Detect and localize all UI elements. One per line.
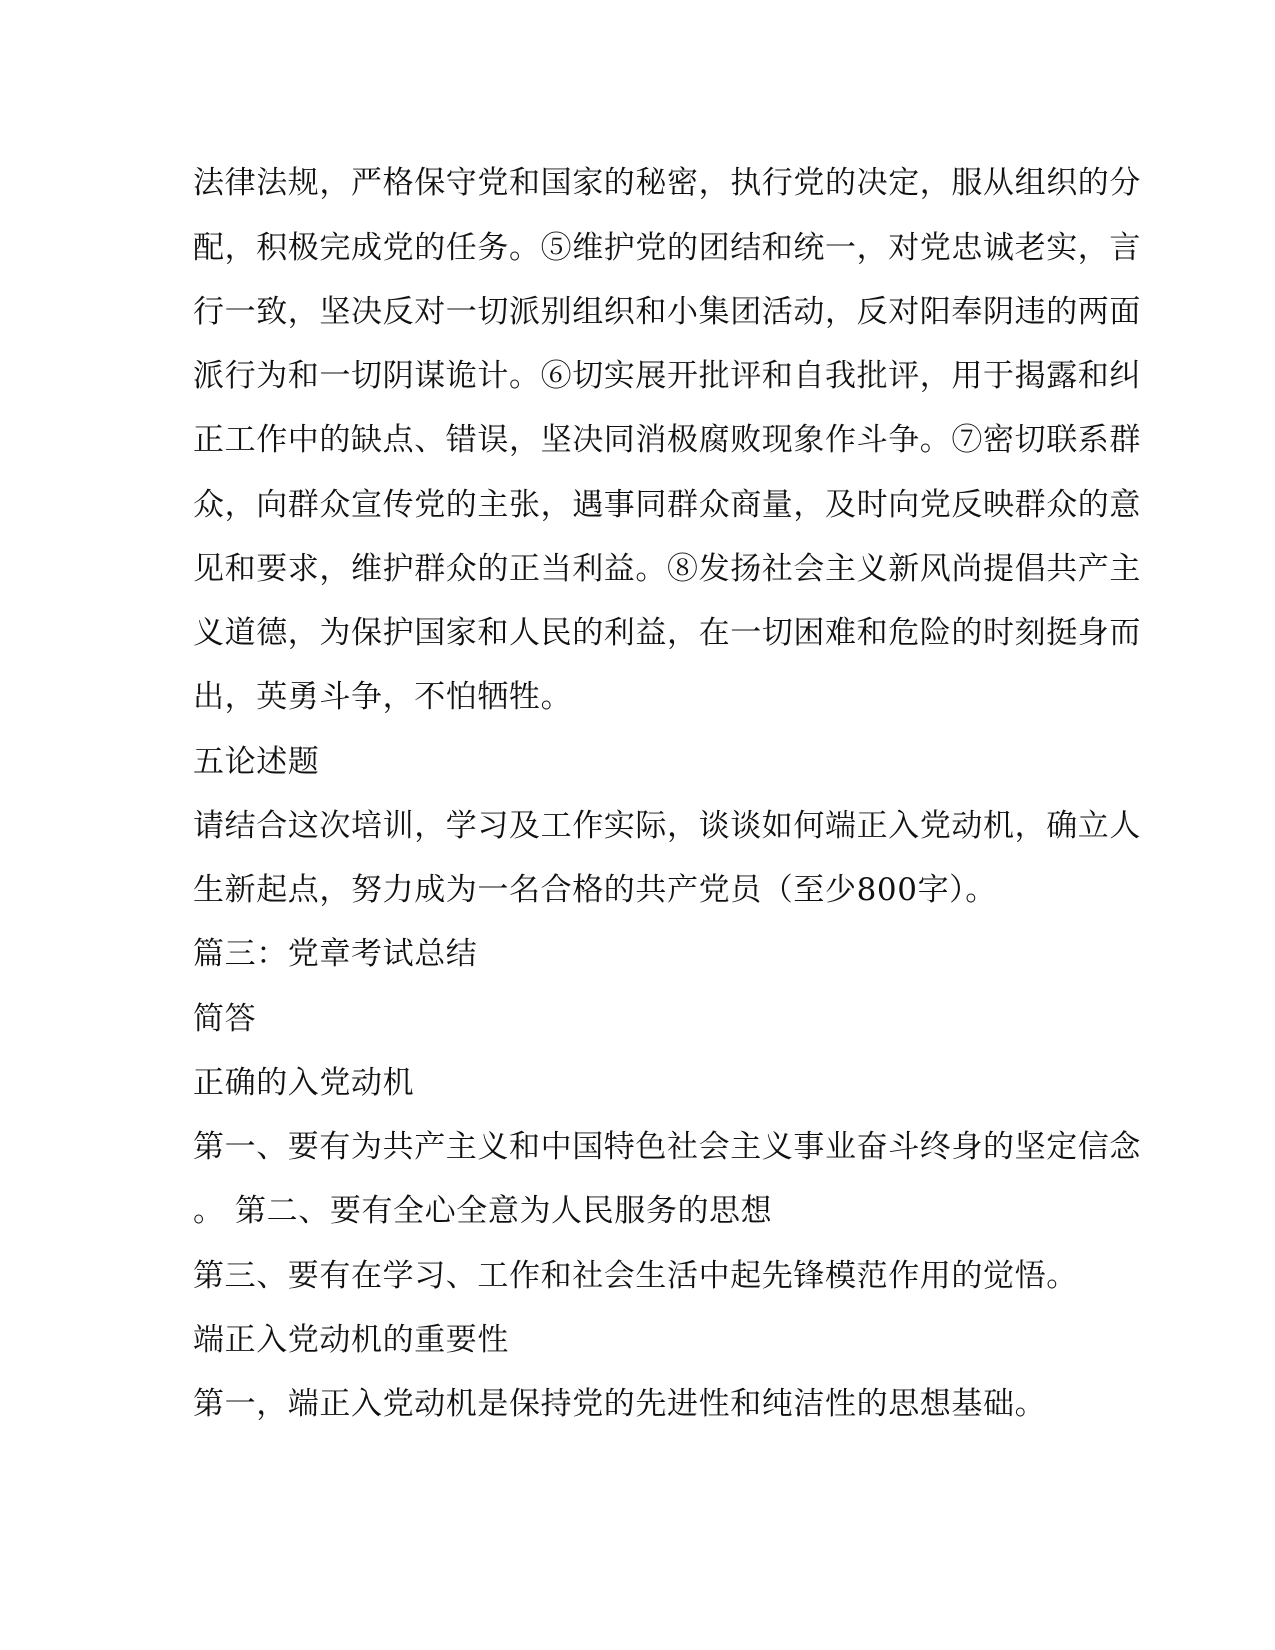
section-heading: 端正入党动机的重要性 [193,1322,509,1358]
text-line: 第一，端正入党动机是保持党的先进性和纯洁性的思想基础。 [193,1386,1047,1422]
text-line: 义道德，为保护国家和人民的利益，在一切困难和危险的时刻挺身而 [193,615,1141,651]
text-line: 配，积极完成党的任务。⑤维护党的团结和统一，对党忠诚老实，言 [193,230,1141,266]
text-line: 生新起点，努力成为一名合格的共产党员（至少800字）。 [193,872,997,908]
text-line: 众，向群众宣传党的主张，遇事同群众商量，及时向党反映群众的意 [193,487,1141,523]
text-line: 法律法规，严格保守党和国家的秘密，执行党的决定，服从组织的分 [193,165,1141,201]
text-line: 派行为和一切阴谋诡计。⑥切实展开批评和自我批评，用于揭露和纠 [193,358,1141,394]
text-line: 第一、要有为共产主义和中国特色社会主义事业奋斗终身的坚定信念 [193,1129,1141,1165]
section-heading: 正确的入党动机 [193,1065,415,1101]
text-line: 行一致，坚决反对一切派别组织和小集团活动，反对阳奉阴违的两面 [193,294,1141,330]
text-line: 请结合这次培训，学习及工作实际，谈谈如何端正入党动机，确立人 [193,808,1141,844]
section-heading: 简答 [193,1001,257,1037]
text-line: 正工作中的缺点、错误，坚决同消极腐败现象作斗争。⑦密切联系群 [193,422,1141,458]
text-line: 第三、要有在学习、工作和社会生活中起先锋模范作用的觉悟。 [193,1258,1078,1294]
text-line: 出，英勇斗争，不怕牺牲。 [193,679,573,715]
section-heading: 篇三：党章考试总结 [193,936,478,972]
text-line: 见和要求，维护群众的正当利益。⑧发扬社会主义新风尚提倡共产主 [193,551,1141,587]
section-heading: 五论述题 [193,744,320,780]
text-line: 。 第二、要有全心全意为人民服务的思想 [193,1193,773,1229]
